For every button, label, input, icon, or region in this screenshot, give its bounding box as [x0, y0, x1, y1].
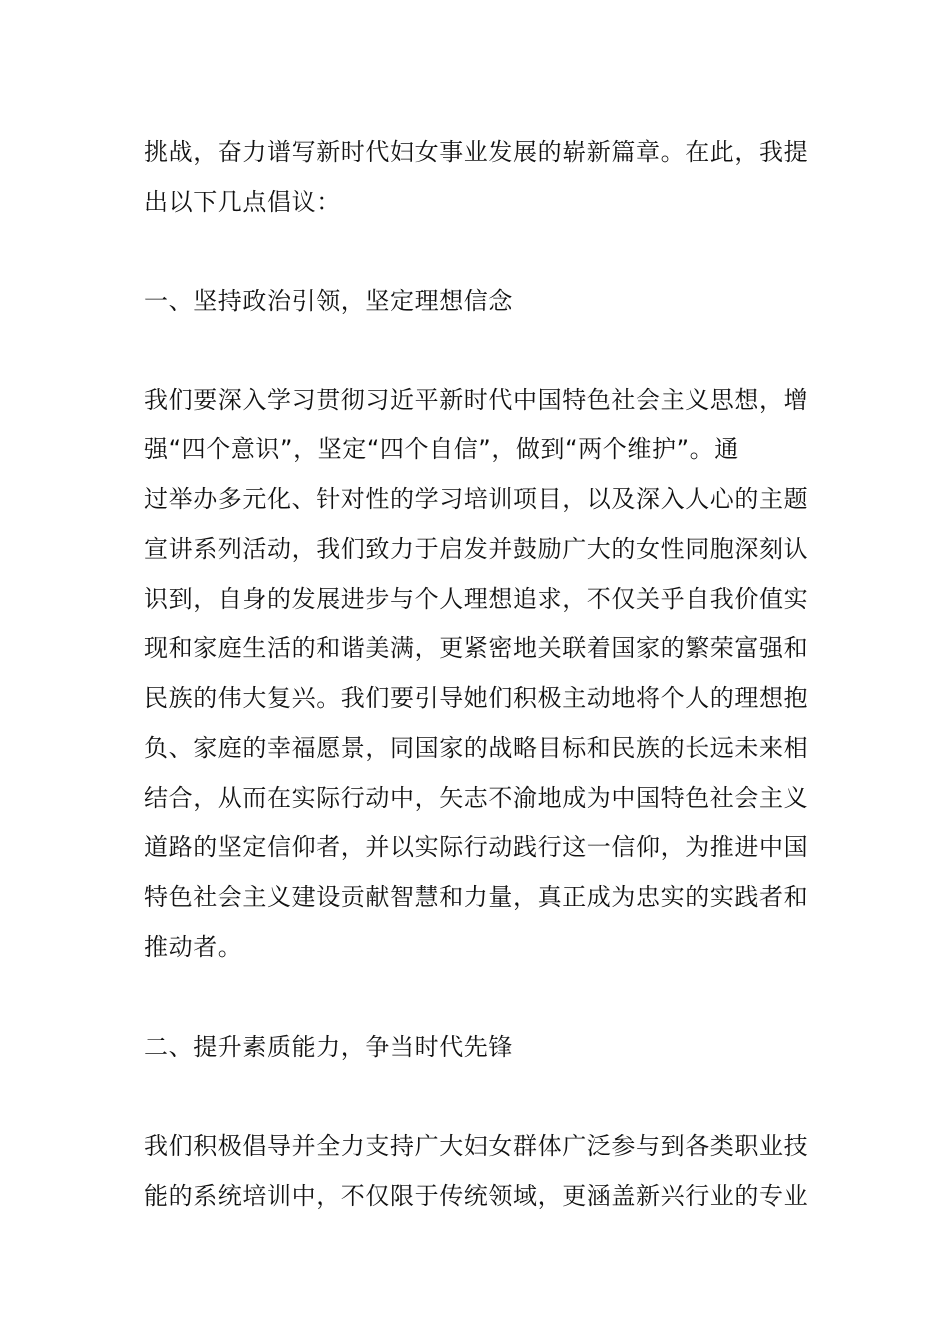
paragraph-line: 道路的坚定信仰者，并以实际行动践行这一信仰，为推进中国: [144, 833, 809, 861]
paragraph-line: 强“四个意识”，坚定“四个自信”，做到“两个维护”。通: [144, 435, 739, 463]
paragraph-line: 我们积极倡导并全力支持广大妇女群体广泛参与到各类职业技: [144, 1132, 809, 1160]
section-heading: 一、坚持政治引领，坚定理想信念: [144, 287, 513, 315]
paragraph-line: 我们要深入学习贯彻习近平新时代中国特色社会主义思想，增: [144, 386, 809, 414]
intro-line: 出以下几点倡议：: [144, 188, 341, 216]
paragraph-line: 结合，从而在实际行动中，矢志不渝地成为中国特色社会主义: [144, 784, 809, 812]
paragraph-line: 特色社会主义建设贡献智慧和力量，真正成为忠实的实践者和: [144, 883, 809, 911]
paragraph-line: 识到，自身的发展进步与个人理想追求，不仅关乎自我价值实: [144, 585, 809, 613]
paragraph-line: 现和家庭生活的和谐美满，更紧密地关联着国家的繁荣富强和: [144, 634, 809, 662]
section-heading: 二、提升素质能力，争当时代先锋: [144, 1033, 513, 1061]
paragraph-line: 负、家庭的幸福愿景，同国家的战略目标和民族的长远未来相: [144, 734, 809, 762]
paragraph-line: 过举办多元化、针对性的学习培训项目，以及深入人心的主题: [144, 485, 809, 513]
paragraph-line: 能的系统培训中，不仅限于传统领域，更涵盖新兴行业的专业: [144, 1182, 809, 1210]
paragraph-line: 民族的伟大复兴。我们要引导她们积极主动地将个人的理想抱: [144, 684, 809, 712]
intro-line: 挑战，奋力谱写新时代妇女事业发展的崭新篇章。在此，我提: [144, 138, 809, 166]
paragraph-line: 推动者。: [144, 933, 243, 961]
paragraph-line: 宣讲系列活动，我们致力于启发并鼓励广大的女性同胞深刻认: [144, 535, 809, 563]
